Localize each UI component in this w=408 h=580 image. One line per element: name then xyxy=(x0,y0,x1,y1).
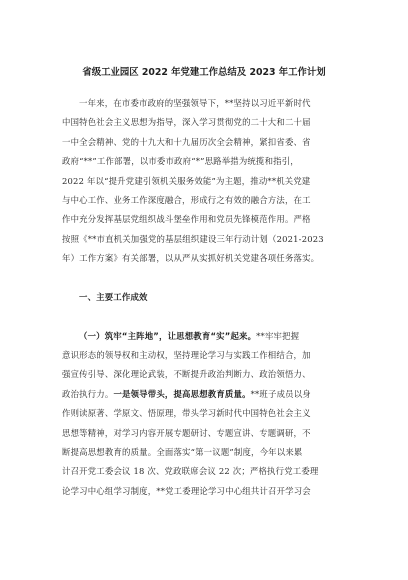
paragraph-line: 作则读原著、学原文、悟原理，带头学习新时代中国特色社会主义 xyxy=(62,408,311,419)
paragraph-gap xyxy=(62,269,356,288)
paragraph-line: 与中心工作、业务工作深度融合，形成行之有效的融合方法，在工 xyxy=(62,194,311,205)
section-heading: 一、主要工作成效 xyxy=(79,291,148,302)
paragraph-line: 中国特色社会主义思想为指导，深入学习贯彻党的二十大和二十届 xyxy=(62,117,311,128)
paragraph-line: 一中全会精神、党的十九大和十九届历次全会精神，紧扣省委、省 xyxy=(62,136,311,147)
paragraph-gap xyxy=(62,307,356,326)
subsection-text: **牢牢把握 xyxy=(256,330,300,341)
paragraph-line: 意识形态的领导权和主动权，坚持理论学习与实践工作相结合，加 xyxy=(62,350,311,361)
paragraph-text: 政治执行力。 xyxy=(62,388,114,399)
document-body xyxy=(62,94,356,501)
paragraph-line: 政府“**”工作部署，以市委市政府“*”思路举措为统揽和指引， xyxy=(62,156,299,167)
paragraph-line: 按照《**市直机关加强党的基层组织建设三年行动计划（2021-2023 xyxy=(62,233,324,244)
paragraph-line: 一年来，在市委市政府的坚强领导下，**坚持以习近平新时代 xyxy=(79,98,311,108)
paragraph-line: 计召开党工委会议 18 次、党政联席会议 22 次；严格执行党工委理 xyxy=(62,466,319,477)
paragraph-line: 论学习中心组学习制度，**党工委理论学习中心组共计召开学习会 xyxy=(62,485,311,496)
paragraph-line: 思想等精神，对学习内容开展专题研讨、专题宣讲、专题调研，不 xyxy=(62,427,311,438)
paragraph-line: 作中充分发挥基层党组织战斗堡垒作用和党员先锋模范作用。严格 xyxy=(62,214,311,225)
subsection-heading: （一）筑牢“主阵地”，让思想教育“实”起来。 xyxy=(79,330,257,341)
paragraph-line xyxy=(62,385,356,404)
point-text: **班子成员以身 xyxy=(250,388,311,399)
paragraph-line: 2022 年以“提升党建引领机关服务效能”为主题，推动**机关党建 xyxy=(62,175,311,186)
paragraph-line: 年）工作方案》有关部署，以从严从实抓好机关党建各项任务落实。 xyxy=(62,253,320,264)
point-heading: 一是领导带头，提高思想教育质量。 xyxy=(113,388,251,399)
document-title: 省级工业园区 2022 年党建工作总结及 2023 年工作计划 xyxy=(82,67,326,78)
subsection-first-line xyxy=(62,327,356,346)
paragraph-line: 断提高思想教育的质量。全面落实“第一议题”制度，今年以来累 xyxy=(62,447,303,458)
paragraph-line: 强宣传引导、深化理论武装，不断提升政治判断力、政治领悟力、 xyxy=(62,369,311,380)
